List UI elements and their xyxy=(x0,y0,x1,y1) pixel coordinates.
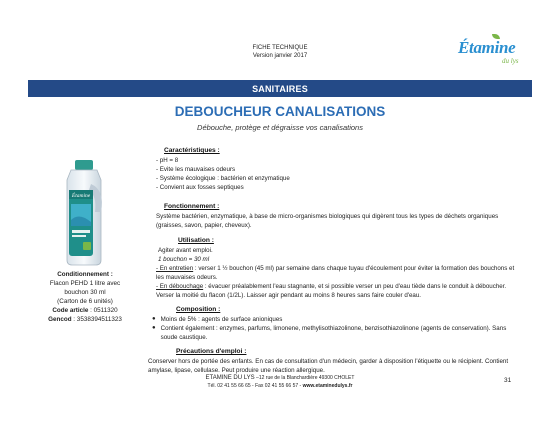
packaging-line-2: bouchon 30 ml xyxy=(64,289,106,296)
footer-website-link[interactable]: www.etaminedulys.fr xyxy=(302,383,353,389)
product-title: DEBOUCHEUR CANALISATIONS xyxy=(174,104,386,119)
precautions-text: Conserver hors de portée des enfants. En cas de consultation d'un médecin, garder à disposition l'étiquette ou le récipient. Contient amylase, lipase, cellulase. Peut produire une réaction allergique. xyxy=(148,358,509,374)
usage-section xyxy=(156,236,520,300)
list-item: - Système écologique : bactérien et enzymatique xyxy=(156,175,290,182)
category-band xyxy=(28,80,532,97)
composition-item: Contient également : enzymes, parfums, limonene, methylisothiazolinone, benzisothiazolinone (agents de conservation). Sans soude caustique. xyxy=(160,325,507,341)
usage-line-2: 1 bouchon = 30 ml xyxy=(158,256,210,263)
usage-heading: Utilisation : xyxy=(178,237,214,244)
header-version: Version janvier 2017 xyxy=(252,53,308,59)
unblocking-text: : évacuer préalablement l'eau stagnante, et si possible verser un peu d'eau tiède dans le conduit à déboucher. Verser la moitié du flacon (1/2L). Laisser agir pendant au moins 8 heures sans faire couler d'eau. xyxy=(156,283,507,299)
usage-line-1: Agiter avant emploi. xyxy=(158,247,213,254)
list-item xyxy=(152,315,520,324)
brand-logo xyxy=(458,34,530,70)
unblocking-label: - En débouchage xyxy=(156,283,204,290)
characteristics-section xyxy=(156,146,516,192)
document-footer xyxy=(0,374,560,390)
gencod-value: : 3538394511323 xyxy=(71,316,122,323)
bullet-icon: ● xyxy=(152,316,156,322)
logo-subtitle: du lys xyxy=(502,57,519,65)
packaging-line-3: (Carton de 6 unités) xyxy=(57,298,113,305)
bullet-icon: ● xyxy=(152,325,156,331)
operation-section xyxy=(156,202,520,230)
maintenance-text: : verser 1 ½ bouchon (45 ml) par semaine dans chaque tuyau d'écoulement pour éviter la formation des bouchons et les mauvaises odeurs. xyxy=(156,265,515,281)
page-number: 31 xyxy=(504,377,512,384)
list-item: - Convient aux fosses septiques xyxy=(156,184,244,191)
maintenance-label: - En entretien xyxy=(156,265,194,272)
article-value: : 0511320 xyxy=(88,307,118,314)
composition-item: Moins de 5% : agents de surface anioniques xyxy=(160,316,283,323)
characteristics-heading: Caractéristiques : xyxy=(164,147,220,154)
operation-text: Système bactérien, enzymatique, à base de micro-organismes biologiques qui digèrent tous les types de déchets organiques (graisses, savon, papier, cheveux). xyxy=(156,213,499,229)
composition-section xyxy=(152,305,520,342)
packaging-label: Conditionnement : xyxy=(57,271,113,278)
operation-heading: Fonctionnement : xyxy=(164,203,220,210)
product-subtitle: Débouche, protège et dégraisse vos canalisations xyxy=(197,123,363,132)
list-item: - Evite les mauvaises odeurs xyxy=(156,166,236,173)
packaging-line-1: Flacon PEHD 1 litre avec xyxy=(49,280,121,287)
product-bottle-image xyxy=(55,160,117,266)
precautions-heading: Précautions d'emploi : xyxy=(176,348,247,355)
footer-address: –12 rue de la Blanchardière 49300 CHOLET xyxy=(254,375,355,381)
gencod-label: Gencod xyxy=(48,316,72,323)
composition-heading: Composition : xyxy=(176,306,221,313)
footer-contact: Tél. 02 41 55 66 65 - Fax 02 41 55 66 57 - xyxy=(207,383,303,389)
bottle-label-text: Étamine xyxy=(71,193,91,199)
logo-wordmark: Étamine xyxy=(458,38,516,57)
list-item xyxy=(152,324,520,342)
footer-company: ETAMINE DU LYS xyxy=(205,375,255,381)
header-title: FICHE TECHNIQUE xyxy=(252,45,308,51)
category-label: SANITAIRES xyxy=(252,83,308,94)
packaging-info xyxy=(20,270,150,324)
article-label: Code article xyxy=(52,307,89,314)
list-item: - pH = 8 xyxy=(156,157,179,164)
precautions-section xyxy=(148,347,524,375)
